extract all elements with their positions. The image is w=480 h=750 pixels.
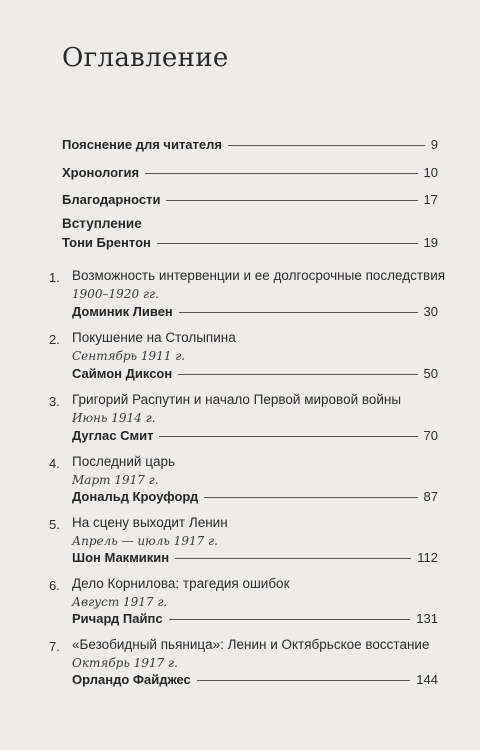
- leader-line: [179, 312, 418, 313]
- entry-page: 112: [417, 550, 438, 565]
- toc-entry-acknowledgements: [62, 192, 438, 207]
- chapter-author-row: [72, 304, 438, 319]
- chapter-title: Дело Корнилова: трагедия ошибок: [72, 576, 290, 591]
- leader-line: [197, 680, 411, 681]
- toc-entry-reader-note: [62, 137, 438, 152]
- entry-page: 30: [423, 304, 438, 319]
- entry-page: 87: [423, 489, 438, 504]
- entry-page: 70: [423, 428, 438, 443]
- chapter-author-row: [72, 428, 438, 443]
- leader-line: [157, 243, 418, 244]
- chapter-date: Апрель — июль 1917 г.: [72, 534, 218, 548]
- chapter-number: 3.: [49, 394, 60, 409]
- leader-line: [175, 558, 411, 559]
- chapter-date: Октябрь 1917 г.: [72, 656, 178, 670]
- entry-page: 10: [423, 165, 438, 180]
- chapter-author-row: [72, 489, 438, 504]
- entry-author: Доминик Ливен: [72, 304, 173, 319]
- chapter-title: «Безобидный пьяница»: Ленин и Октябрьское восстание: [72, 637, 430, 652]
- leader-line: [159, 436, 417, 437]
- entry-author: Дональд Кроуфорд: [72, 489, 199, 504]
- chapter-number: 2.: [49, 332, 60, 347]
- leader-line: [145, 173, 417, 174]
- chapter-title: Последний царь: [72, 454, 175, 469]
- entry-page: 144: [416, 672, 438, 687]
- chapter-date: Июнь 1914 г.: [72, 411, 156, 425]
- chapter-author-row: [72, 366, 438, 381]
- intro-label: Вступление: [62, 216, 142, 231]
- entry-label: Благодарности: [62, 192, 161, 207]
- chapter-number: 5.: [49, 517, 60, 532]
- chapter-number: 7.: [49, 639, 60, 654]
- entry-page: 19: [423, 235, 438, 250]
- chapter-author-row: [72, 672, 438, 687]
- entry-author: Шон Макмикин: [72, 550, 170, 565]
- chapter-number: 6.: [49, 578, 60, 593]
- leader-line: [204, 497, 417, 498]
- entry-page: 9: [430, 137, 438, 152]
- chapter-date: Август 1917 г.: [72, 595, 168, 609]
- entry-author: Тони Брентон: [62, 235, 151, 250]
- chapter-number: 1.: [49, 270, 60, 285]
- leader-line: [178, 374, 417, 375]
- chapter-date: 1900–1920 гг.: [72, 287, 159, 301]
- chapter-author-row: [72, 550, 438, 565]
- chapter-title: Возможность интервенции и ее долгосрочные последствия: [72, 268, 446, 283]
- entry-page: 17: [423, 192, 438, 207]
- chapter-author-row: [72, 611, 438, 626]
- chapter-title: Григорий Распутин и начало Первой мировой войны: [72, 392, 402, 407]
- toc-entry-chronology: [62, 165, 438, 180]
- leader-line: [166, 200, 417, 201]
- page-title: Оглавление: [62, 43, 229, 73]
- chapter-date: Сентябрь 1911 г.: [72, 349, 186, 363]
- leader-line: [169, 619, 411, 620]
- entry-author: Орландо Файджес: [72, 672, 191, 687]
- chapter-date: Март 1917 г.: [72, 473, 159, 487]
- chapter-title: Покушение на Столыпина: [72, 330, 236, 345]
- entry-author: Ричард Пайпс: [72, 611, 163, 626]
- entry-label: Хронология: [62, 165, 140, 180]
- entry-author: Саймон Диксон: [72, 366, 173, 381]
- chapter-title: На сцену выходит Ленин: [72, 515, 228, 530]
- toc-entry-intro: [62, 235, 438, 250]
- entry-author: Дуглас Смит: [72, 428, 154, 443]
- entry-page: 50: [423, 366, 438, 381]
- entry-page: 131: [416, 611, 438, 626]
- leader-line: [228, 145, 425, 146]
- chapter-number: 4.: [49, 456, 60, 471]
- entry-label: Пояснение для читателя: [62, 137, 222, 152]
